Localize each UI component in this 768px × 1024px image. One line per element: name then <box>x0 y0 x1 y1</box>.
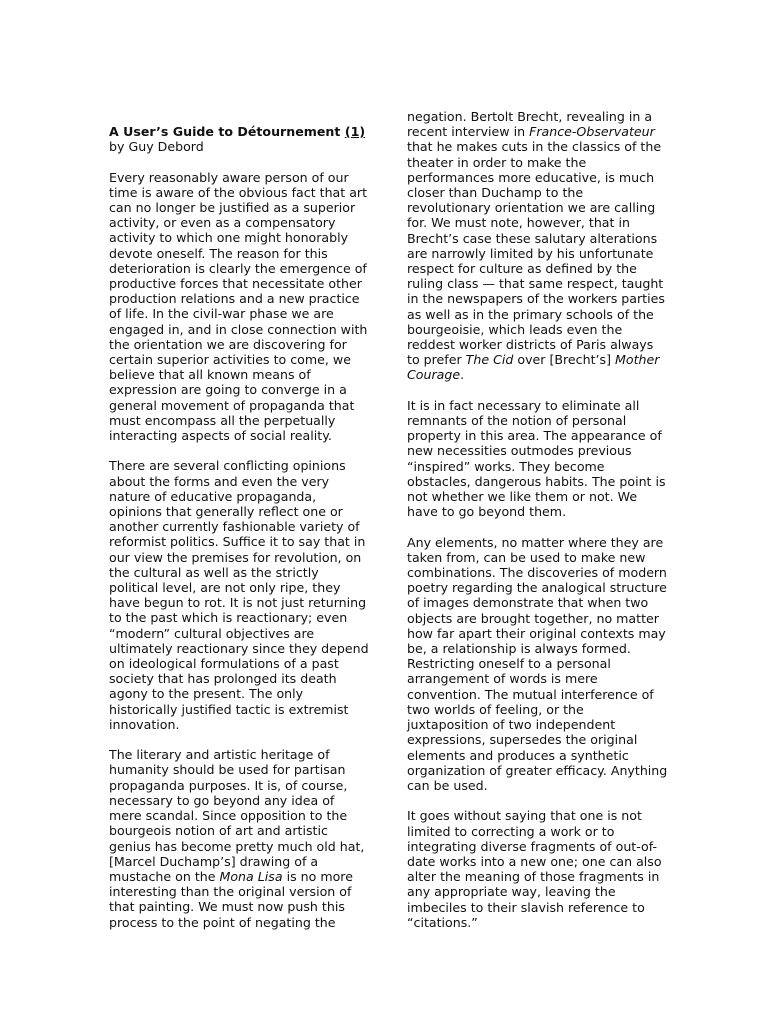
article-byline: by Guy Debord <box>109 139 204 155</box>
footnote-link[interactable]: (1) <box>344 124 366 139</box>
left-column <box>109 124 371 945</box>
paragraph-7: It goes without saying that one is not limited to correcting a work or to integrating diverse fragments of out-of-date works into a new one; one can also alter the meaning of those fragments in any appropriate way, leaving the imbeciles to their slavish reference to “citations.” <box>407 808 662 930</box>
paragraph-4-text-a: negation. Bertolt Brecht, revealing in a recent interview in <box>407 109 653 140</box>
mona-lisa-title: Mona Lisa <box>219 868 283 884</box>
paragraph-3-text-a: The literary and artistic heritage of humanity should be used for partisan propaganda purposes. It is, of course, necessary to go beyond any idea of mere scandal. Since opposition to the bourgeois notion of art and artistic genius has become pretty much old hat, [Marcel Duchamp’s] drawing of a mustache on the <box>109 747 365 884</box>
france-observateur-title: France-Observateur <box>529 124 655 140</box>
paragraph-4-text-d: . <box>460 367 465 383</box>
mother-courage-title: Mother Courage <box>407 352 660 383</box>
paragraph-4 <box>407 109 669 383</box>
paragraph-3 <box>109 747 371 929</box>
paragraph-4-text-b: that he makes cuts in the classics of the theater in order to make the performances more educative, is much closer than Duchamp to the revolutionary orientation we are calling for. We must note, however, that in Brecht’s case these salutary alterations are narrowly limited by his unfortunate respect for culture as defined by the ruling class — that same respect, taught in the newspapers of the workers parties as well as in the primary schools of the bourgeoisie, which leads even the reddest worker districts of Paris always to prefer <box>407 139 665 368</box>
the-cid-title: The Cid <box>465 352 514 368</box>
paragraph-5: It is in fact necessary to eliminate all remnants of the notion of personal property in this area. The appearance of new necessities outmodes previous “inspired” works. They become obstacles, dangerous habits. The point is not whether we like them or not. We have to go beyond them. <box>407 397 666 520</box>
article-title <box>109 124 371 139</box>
right-column <box>407 109 669 945</box>
article-title-text: A User’s Guide to Détournement <box>109 124 341 139</box>
paragraph-6: Any elements, no matter where they are taken from, can be used to make new combinations. The discoveries of modern poetry regarding the analogical structure of images demonstrate that when two objects are brought together, no matter how far apart their original contexts may be, a relationship is always formed. Restricting oneself to a personal arrangement of words is mere convention. The mutual interference of two worlds of feeling, or the juxtaposition of two independent expressions, supersedes the original elements and produces a synthetic organization of greater efficacy. Anything can be used. <box>407 534 668 793</box>
paragraph-1: Every reasonably aware person of our time is aware of the obvious fact that art can no longer be justified as a superior activity, or even as a compensatory activity to which one might honorably devote oneself. The reason for this deterioration is clearly the emergence of productive forces that necessitate other production relations and a new practice of life. In the civil-war phase we are engaged in, and in close connection with the orientation we are discovering for certain superior activities to come, we believe that all known means of expression are going to converge in a general movement of propaganda that must encompass all the perpetually interacting aspects of social reality. <box>109 169 368 444</box>
paragraph-2: There are several conflicting opinions about the forms and even the very nature of educative propaganda, opinions that generally reflect one or another currently fashionable variety of reformist politics. Suffice it to say that in our view the premises for revolution, on the cultural as well as the strictly political level, are not only ripe, they have begun to rot. It is not just returning to the past which is reactionary; even “modern” cultural objectives are ultimately reactionary since they depend on ideological formulations of a past society that has prolonged its death agony to the present. The only historically justified tactic is extremist innovation. <box>109 458 369 732</box>
paragraph-4-text-c: over [Brecht’s] <box>513 352 615 368</box>
paragraph-3-text-b: is no more interesting than the original version of that painting. We must now push this process to the point of negating the <box>109 868 353 930</box>
